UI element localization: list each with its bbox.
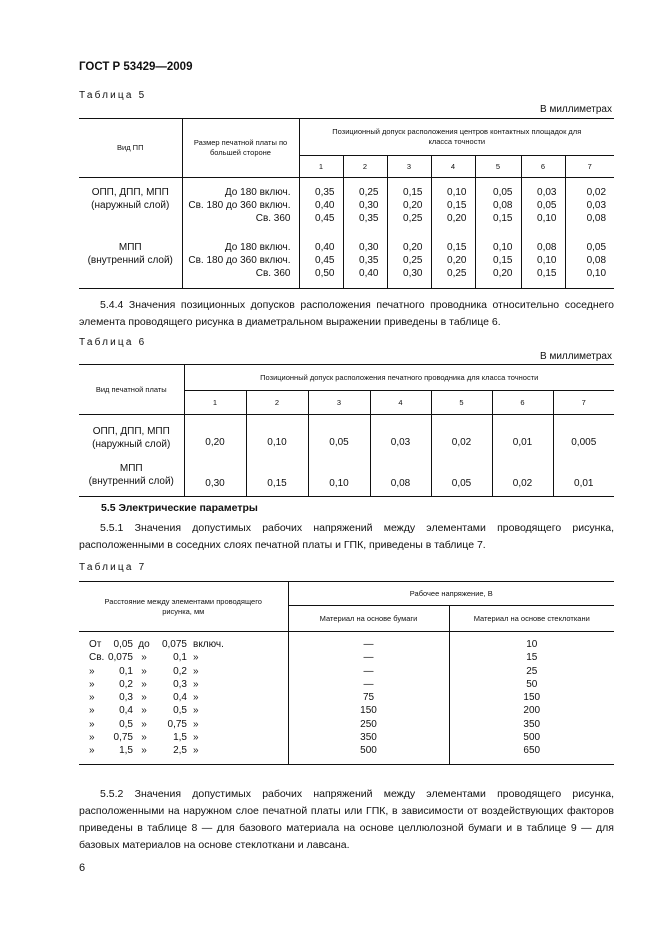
table5-value-cell: 0,03	[565, 199, 614, 212]
table5-value-cell: 0,35	[343, 254, 387, 267]
table6-header-group: Позиционный допуск расположения печатного проводника для класса точности	[184, 365, 614, 391]
table6-value-cell: 0,30	[184, 455, 246, 497]
table7-paper-cell: 350	[288, 731, 449, 744]
table5-type-line: МПП	[118, 242, 142, 253]
table7-range-part: 0,3	[119, 692, 133, 704]
table7-distance-cell	[79, 744, 288, 764]
table7-range-part: 1,5	[119, 745, 133, 757]
table5-value-cell: 0,15	[475, 212, 521, 233]
table5-class-header: 7	[565, 156, 614, 178]
table7-range-part: »	[193, 652, 199, 664]
table7-range-part: 0,05	[113, 639, 133, 650]
table5-value-cell: 0,30	[387, 267, 431, 289]
table5-value-cell: 0,20	[387, 233, 431, 254]
table6-value-cell: 0,02	[492, 455, 553, 497]
table7-paper-cell: 500	[288, 744, 449, 764]
table7-paper-cell: 150	[288, 704, 449, 717]
table7-distance-cell	[79, 678, 288, 691]
table7-range-part: »	[193, 678, 199, 690]
table5-value-cell: 0,10	[521, 254, 565, 267]
table5-value-cell: 0,30	[343, 199, 387, 212]
table6-value-cell: 0,10	[246, 415, 308, 455]
table5-value-cell: 0,25	[431, 267, 475, 289]
table5-size-cell: Св. 360	[182, 212, 299, 233]
table7-range-part: »	[141, 678, 147, 690]
table5-size-cell: До 180 включ.	[182, 233, 299, 254]
table6-value-cell: 0,10	[308, 455, 370, 497]
table7-glass-cell: 650	[449, 744, 614, 764]
table-row	[79, 455, 614, 497]
table7-caption: Таблица 7	[79, 562, 147, 573]
table7-paper-cell: —	[288, 632, 449, 652]
table-5	[79, 118, 614, 289]
table7-paper-cell: —	[288, 678, 449, 691]
table-row	[79, 665, 614, 678]
table7-distance-cell	[79, 632, 288, 652]
table7-range-part: »	[89, 705, 95, 717]
table5-value-cell: 0,45	[299, 254, 343, 267]
table6-value-cell: 0,01	[492, 415, 553, 455]
table7-range-part: »	[141, 665, 147, 677]
table7-range-part: »	[141, 705, 147, 717]
table7-glass-cell: 500	[449, 731, 614, 744]
table7-distance-cell	[79, 731, 288, 744]
table5-class-header: 2	[343, 156, 387, 178]
table5-class-header: 1	[299, 156, 343, 178]
table6-value-cell: 0,05	[308, 415, 370, 455]
table5-value-cell: 0,50	[299, 267, 343, 289]
table6-class-header: 2	[246, 391, 308, 415]
table7-header-paper: Материал на основе бумаги	[288, 606, 449, 632]
table5-type-cell	[79, 233, 182, 289]
table5-value-cell: 0,15	[431, 233, 475, 254]
table5-value-cell: 0,05	[521, 199, 565, 212]
table7-range-part: »	[193, 718, 199, 730]
table5-size-cell: Св. 360	[182, 267, 299, 289]
table7-paper-cell: —	[288, 665, 449, 678]
table5-size-cell: Св. 180 до 360 включ.	[182, 199, 299, 212]
table7-range-part: 0,2	[173, 665, 187, 677]
table6-value-cell: 0,05	[431, 455, 492, 497]
table5-class-header: 3	[387, 156, 431, 178]
table7-range-part: »	[141, 652, 147, 664]
table7-range-part: »	[89, 678, 95, 690]
table7-range-part: включ.	[193, 639, 224, 650]
paragraph-5-4-4: 5.4.4 Значения позиционных допусков расположения печатного проводника относительно соседнего элемента проводящего рисунка в диаметральном выражении приведены в таблице 6.	[79, 299, 614, 328]
table5-type-line: ОПП, ДПП, МПП	[91, 187, 169, 198]
table5-value-cell: 0,40	[299, 199, 343, 212]
table6-value-cell: 0,08	[370, 455, 431, 497]
table7-glass-cell: 350	[449, 718, 614, 731]
paragraph-5-5-2: 5.5.2 Значения допустимых рабочих напряжений между элементами проводящего рисунка, расположенными на наружном слое печатной платы или ГПК, в зависимости от воздействующих факторов приведены в таблице 8 — для базового материала на основе целлюлозной бумаги и в таблице 9 — для базовых материалов на основе стеклоткани и лавсана.	[79, 788, 614, 851]
table5-value-cell: 0,08	[565, 254, 614, 267]
table5-class-header: 4	[431, 156, 475, 178]
table7-range-part: »	[193, 665, 199, 677]
table5-value-cell: 0,35	[299, 178, 343, 200]
table7-range-part: 0,1	[119, 665, 133, 677]
section-5-5-title: 5.5 Электрические параметры	[101, 502, 258, 514]
table5-value-cell: 0,10	[431, 178, 475, 200]
table7-paper-cell: 75	[288, 691, 449, 704]
table-row	[79, 691, 614, 704]
table5-value-cell: 0,15	[475, 254, 521, 267]
table5-value-cell: 0,10	[565, 267, 614, 289]
table5-value-cell: 0,15	[521, 267, 565, 289]
table5-value-cell: 0,35	[343, 212, 387, 233]
table6-type-line: (наружный слой)	[92, 438, 171, 450]
table-row	[79, 718, 614, 731]
table7-header-distance: Расстояние между элементами проводящего рисунка, мм	[79, 582, 288, 632]
table7-glass-cell: 10	[449, 632, 614, 652]
table5-type-line: (наружный слой)	[91, 200, 170, 211]
table-7	[79, 581, 614, 765]
table6-value-cell: 0,02	[431, 415, 492, 455]
table5-value-cell: 0,08	[565, 212, 614, 233]
table7-range-part: 0,75	[113, 732, 133, 744]
table5-value-cell: 0,02	[565, 178, 614, 200]
table7-range-part: »	[141, 732, 147, 744]
table5-type-cell	[79, 178, 182, 234]
table6-caption: Таблица 6	[79, 337, 147, 348]
table7-glass-cell: 200	[449, 704, 614, 717]
table7-distance-cell	[79, 718, 288, 731]
table7-range-part: »	[89, 692, 95, 704]
table5-value-cell: 0,15	[387, 178, 431, 200]
table6-class-header: 3	[308, 391, 370, 415]
table7-range-part: 2,5	[173, 745, 187, 757]
table7-paper-cell: 250	[288, 718, 449, 731]
table6-type-cell	[79, 455, 184, 497]
table-row	[79, 744, 614, 764]
table-row	[79, 415, 614, 455]
table6-type-line: (внутренний слой)	[88, 476, 174, 488]
table6-value-cell: 0,20	[184, 415, 246, 455]
table-row	[79, 178, 614, 200]
table6-type-cell	[79, 415, 184, 455]
table7-header-group: Рабочее напряжение, В	[288, 582, 614, 606]
table7-range-part: От	[89, 639, 102, 650]
table7-glass-cell: 25	[449, 665, 614, 678]
table7-range-part: 0,1	[173, 652, 187, 664]
table6-class-header: 1	[184, 391, 246, 415]
table7-range-part: 0,4	[173, 692, 187, 704]
table7-glass-cell: 15	[449, 651, 614, 664]
table7-range-part: до	[138, 639, 150, 650]
table5-value-cell: 0,20	[387, 199, 431, 212]
table5-class-header: 5	[475, 156, 521, 178]
table5-value-cell: 0,40	[343, 267, 387, 289]
table5-value-cell: 0,20	[431, 212, 475, 233]
table7-glass-cell: 150	[449, 691, 614, 704]
table7-header-glass: Материал на основе стеклоткани	[449, 606, 614, 632]
table-row	[79, 651, 614, 664]
table5-value-cell: 0,05	[565, 233, 614, 254]
table5-value-cell: 0,20	[431, 254, 475, 267]
table5-value-cell: 0,08	[475, 199, 521, 212]
table7-range-part: 0,075	[161, 639, 187, 650]
table-row	[79, 731, 614, 744]
table7-range-part: 0,075	[107, 652, 133, 664]
table7-range-part: 0,75	[167, 718, 187, 730]
table7-range-part: »	[89, 718, 95, 730]
table6-value-cell: 0,15	[246, 455, 308, 497]
paragraph-5-5-1: 5.5.1 Значения допустимых рабочих напряжений между элементами проводящего рисунка, расположенными в соседних слоях печатной платы и ГПК, приведены в таблице 7.	[79, 522, 614, 551]
table-row	[79, 632, 614, 652]
table6-type-line: МПП	[119, 463, 143, 475]
table7-paper-cell: —	[288, 651, 449, 664]
table6-class-header: 5	[431, 391, 492, 415]
table6-value-cell: 0,01	[553, 455, 614, 497]
table7-range-part: 0,5	[119, 718, 133, 730]
table7-range-part: »	[193, 705, 199, 717]
table6-class-header: 6	[492, 391, 553, 415]
table6-units: В миллиметрах	[540, 351, 612, 362]
table5-value-cell: 0,10	[475, 233, 521, 254]
table7-range-part: »	[89, 745, 95, 757]
table5-value-cell: 0,40	[299, 233, 343, 254]
table7-range-part: 0,4	[119, 705, 133, 717]
table5-value-cell: 0,03	[521, 178, 565, 200]
table5-value-cell: 0,10	[521, 212, 565, 233]
table7-range-part: »	[141, 745, 147, 757]
table5-header-group: Позиционный допуск расположения центров контактных площадок для класса точности	[299, 119, 614, 156]
table6-class-header: 4	[370, 391, 431, 415]
table5-value-cell: 0,25	[387, 254, 431, 267]
table5-value-cell: 0,20	[475, 267, 521, 289]
document-header: ГОСТ Р 53429—2009	[79, 61, 193, 73]
table5-value-cell: 0,15	[431, 199, 475, 212]
table5-size-cell: До 180 включ.	[182, 178, 299, 200]
table7-range-part: »	[141, 718, 147, 730]
table7-range-part: »	[89, 665, 95, 677]
table5-value-cell: 0,05	[475, 178, 521, 200]
table5-header-type: Вид ПП	[79, 119, 182, 178]
table5-value-cell: 0,25	[343, 178, 387, 200]
table6-class-header: 7	[553, 391, 614, 415]
table5-header-size: Размер печатной платы по большей стороне	[182, 119, 299, 178]
table7-range-part: »	[193, 732, 199, 744]
table7-distance-cell	[79, 691, 288, 704]
table7-distance-cell	[79, 651, 288, 664]
table7-distance-cell	[79, 665, 288, 678]
table5-class-header: 6	[521, 156, 565, 178]
table6-header-type: Вид печатной платы	[79, 365, 184, 415]
table7-range-part: 0,5	[173, 705, 187, 717]
table6-value-cell: 0,03	[370, 415, 431, 455]
table5-value-cell: 0,45	[299, 212, 343, 233]
page-number: 6	[79, 862, 86, 874]
table7-range-part: 1,5	[173, 732, 187, 744]
table-6	[79, 364, 614, 497]
table7-range-part: »	[141, 692, 147, 704]
table7-range-part: Св.	[89, 652, 105, 664]
table-row	[79, 233, 614, 254]
table7-distance-cell	[79, 704, 288, 717]
table7-range-part: »	[89, 732, 95, 744]
table7-range-part: »	[193, 692, 199, 704]
table-row	[79, 704, 614, 717]
table5-units: В миллиметрах	[540, 104, 612, 115]
table5-value-cell: 0,30	[343, 233, 387, 254]
table-row	[79, 678, 614, 691]
table7-range-part: 0,2	[119, 678, 133, 690]
table5-value-cell: 0,08	[521, 233, 565, 254]
table5-caption: Таблица 5	[79, 90, 147, 101]
table7-range-part: 0,3	[173, 678, 187, 690]
table7-range-part: »	[193, 745, 199, 757]
table7-glass-cell: 50	[449, 678, 614, 691]
table6-value-cell: 0,005	[553, 415, 614, 455]
table5-size-cell: Св. 180 до 360 включ.	[182, 254, 299, 267]
table6-type-line: ОПП, ДПП, МПП	[92, 425, 170, 437]
table5-value-cell: 0,25	[387, 212, 431, 233]
table5-type-line: (внутренний слой)	[87, 255, 173, 266]
